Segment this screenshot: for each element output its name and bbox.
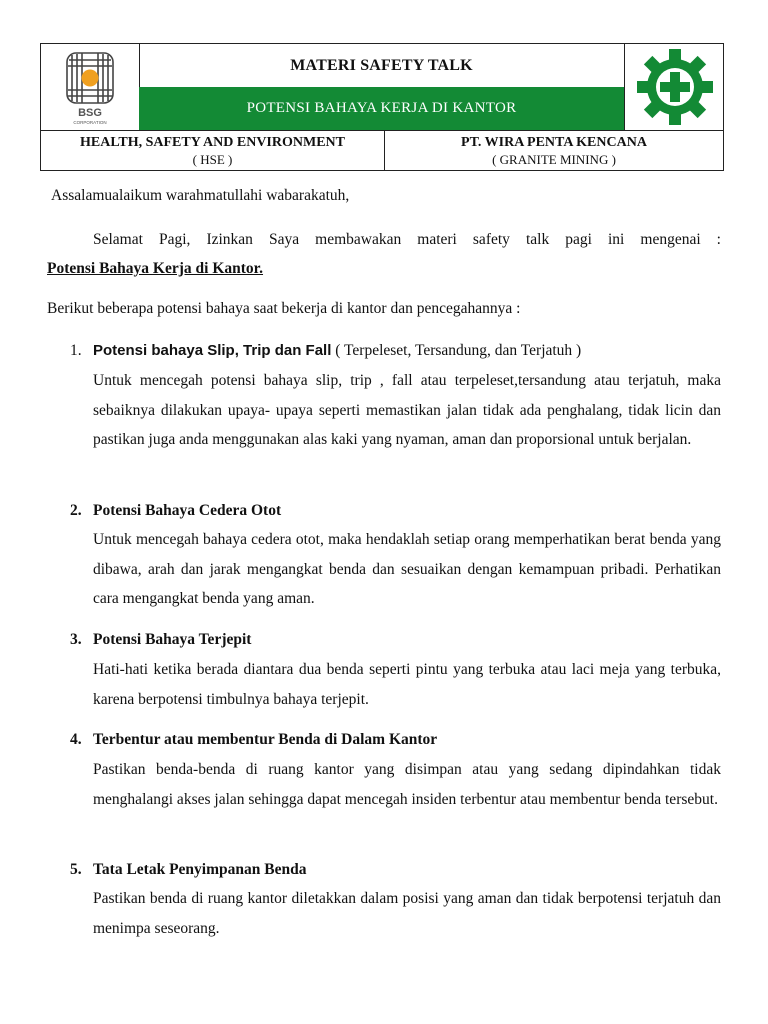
document-title: MATERI SAFETY TALK bbox=[139, 44, 624, 88]
item-number: 2. bbox=[70, 502, 82, 519]
item-title-suffix: ( Terpeleset, Tersandung, dan Terjatuh ) bbox=[331, 342, 582, 359]
item-title: Potensi Bahaya Cedera Otot bbox=[93, 502, 282, 519]
department-cell bbox=[41, 131, 385, 171]
company-desc: ( GRANITE MINING ) bbox=[492, 152, 616, 167]
item-number: 5. bbox=[70, 861, 82, 878]
item-text: Untuk mencegah bahaya cedera otot, maka hendaklah setiap orang memperhatikan berat benda yang dibawa, arah dan jarak mengangkat benda dan sesuaikan dengan kemampuan pribadi. Perhatikan cara mengangkat benda yang aman. bbox=[93, 531, 721, 607]
header-info-row bbox=[41, 130, 723, 171]
item-text: Hati-hati ketika berada diantara dua benda seperti pintu yang terbuka atau laci meja yang terbuka, karena berpotensi timbulnya bahaya terjepit. bbox=[93, 661, 721, 708]
header-table bbox=[40, 43, 724, 171]
item-title: Terbentur atau membentur Benda di Dalam Kantor bbox=[93, 731, 438, 748]
safety-cross-gear-icon bbox=[635, 47, 715, 127]
greeting: Assalamualaikum warahmatullahi wabarakatuh, bbox=[51, 187, 350, 204]
svg-text:CORPORATION: CORPORATION bbox=[73, 120, 107, 125]
company-cell bbox=[385, 131, 723, 171]
item-title bbox=[93, 342, 581, 360]
item-text: Untuk mencegah potensi bahaya slip, trip , fall atau terpeleset,tersandung atau terjatuh, maka sebaiknya dilakukan upaya- upaya seperti memastikan jalan tidak ada penghalang, tidak licin dan pastikan juga anda menggunakan alas kaki yang nyaman, aman dan proporsional untuk berjalan. bbox=[93, 372, 721, 448]
svg-text:BSG: BSG bbox=[78, 107, 102, 119]
department-name: HEALTH, SAFETY AND ENVIRONMENT bbox=[79, 135, 345, 150]
company-name: PT. WIRA PENTA KENCANA bbox=[461, 135, 647, 150]
gear-cell bbox=[624, 44, 724, 130]
logo-cell bbox=[41, 44, 140, 130]
item-number: 1. bbox=[70, 342, 82, 359]
item-title: Potensi Bahaya Terjepit bbox=[93, 631, 252, 648]
bsg-logo bbox=[41, 44, 139, 130]
document-subtitle: POTENSI BAHAYA KERJA DI KANTOR bbox=[139, 87, 624, 130]
item-text: Pastikan benda di ruang kantor diletakkan dalam posisi yang aman dan tidak berpotensi terjatuh dan menimpa seseorang. bbox=[93, 890, 721, 937]
topic: Potensi Bahaya Kerja di Kantor. bbox=[47, 260, 264, 277]
item-title-bold: Potensi bahaya Slip, Trip dan Fall bbox=[93, 342, 332, 359]
item-number: 4. bbox=[70, 731, 82, 748]
department-abbr: ( HSE ) bbox=[192, 152, 233, 167]
intro-text: Selamat Pagi, Izinkan Saya membawakan materi safety talk pagi ini mengenai : bbox=[93, 231, 721, 248]
item-number: 3. bbox=[70, 631, 82, 648]
item-title: Tata Letak Penyimpanan Benda bbox=[93, 861, 307, 878]
item-text: Pastikan benda-benda di ruang kantor yang disimpan atau yang sedang dipindahkan tidak menghalangi akses jalan sehingga dapat mencegah insiden terbentur atau membentur benda tersebut. bbox=[93, 761, 721, 808]
logo-orange-dot bbox=[82, 70, 99, 87]
lead-text: Berikut beberapa potensi bahaya saat bekerja di kantor dan pencegahannya : bbox=[47, 300, 521, 317]
